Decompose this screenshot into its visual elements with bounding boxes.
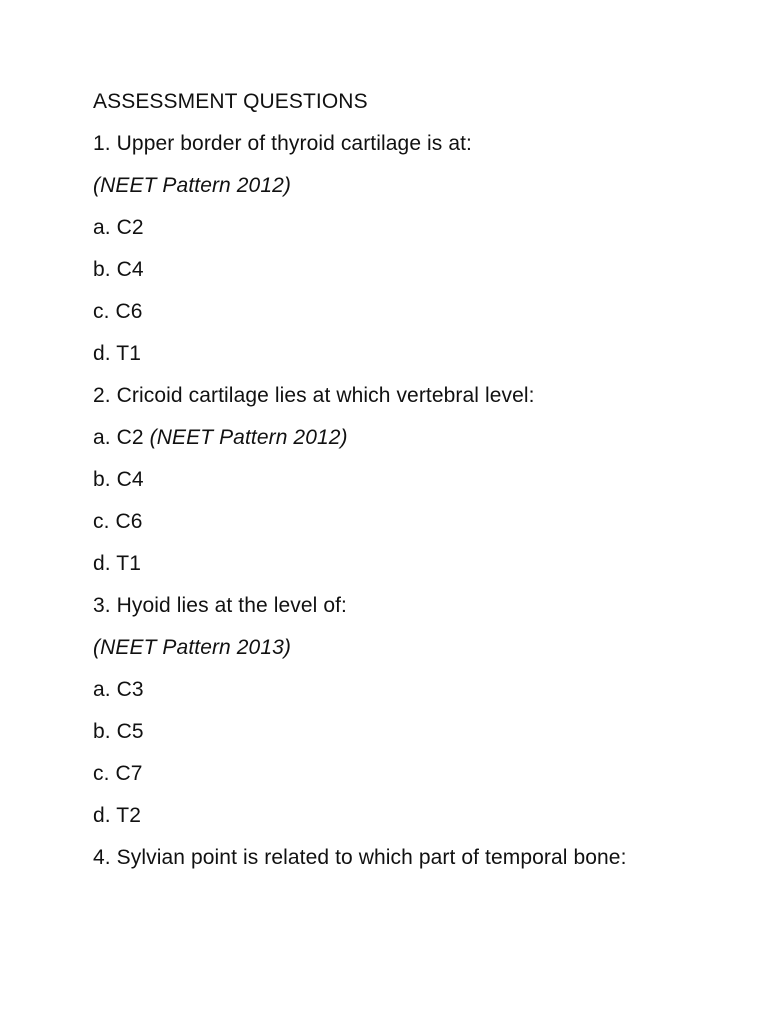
question-3-option-d: d. T2: [93, 804, 141, 827]
question-1-option-a: a. C2: [93, 216, 144, 239]
question-1-source: (NEET Pattern 2012): [93, 174, 291, 197]
question-2-option-c: c. C6: [93, 510, 143, 533]
page-heading: ASSESSMENT QUESTIONS: [93, 90, 368, 113]
question-3-option-c: c. C7: [93, 762, 143, 785]
question-3-stem: 3. Hyoid lies at the level of:: [93, 594, 347, 617]
question-2-option-a: a. C2: [93, 426, 144, 449]
question-3-source: (NEET Pattern 2013): [93, 636, 291, 659]
question-2-source: (NEET Pattern 2012): [149, 426, 348, 449]
question-1-option-c: c. C6: [93, 300, 143, 323]
question-2-option-d: d. T1: [93, 552, 141, 575]
question-4-stem: 4. Sylvian point is related to which part of temporal bone:: [93, 846, 627, 869]
question-3-option-a: a. C3: [93, 678, 144, 701]
question-1-stem: 1. Upper border of thyroid cartilage is at:: [93, 132, 472, 155]
question-1-option-d: d. T1: [93, 342, 141, 365]
question-2-option-a-row: [93, 424, 668, 452]
question-1-option-b: b. C4: [93, 258, 144, 281]
question-3-option-b: b. C5: [93, 720, 144, 743]
question-2-stem: 2. Cricoid cartilage lies at which vertebral level:: [93, 384, 535, 407]
question-2-option-b: b. C4: [93, 468, 144, 491]
